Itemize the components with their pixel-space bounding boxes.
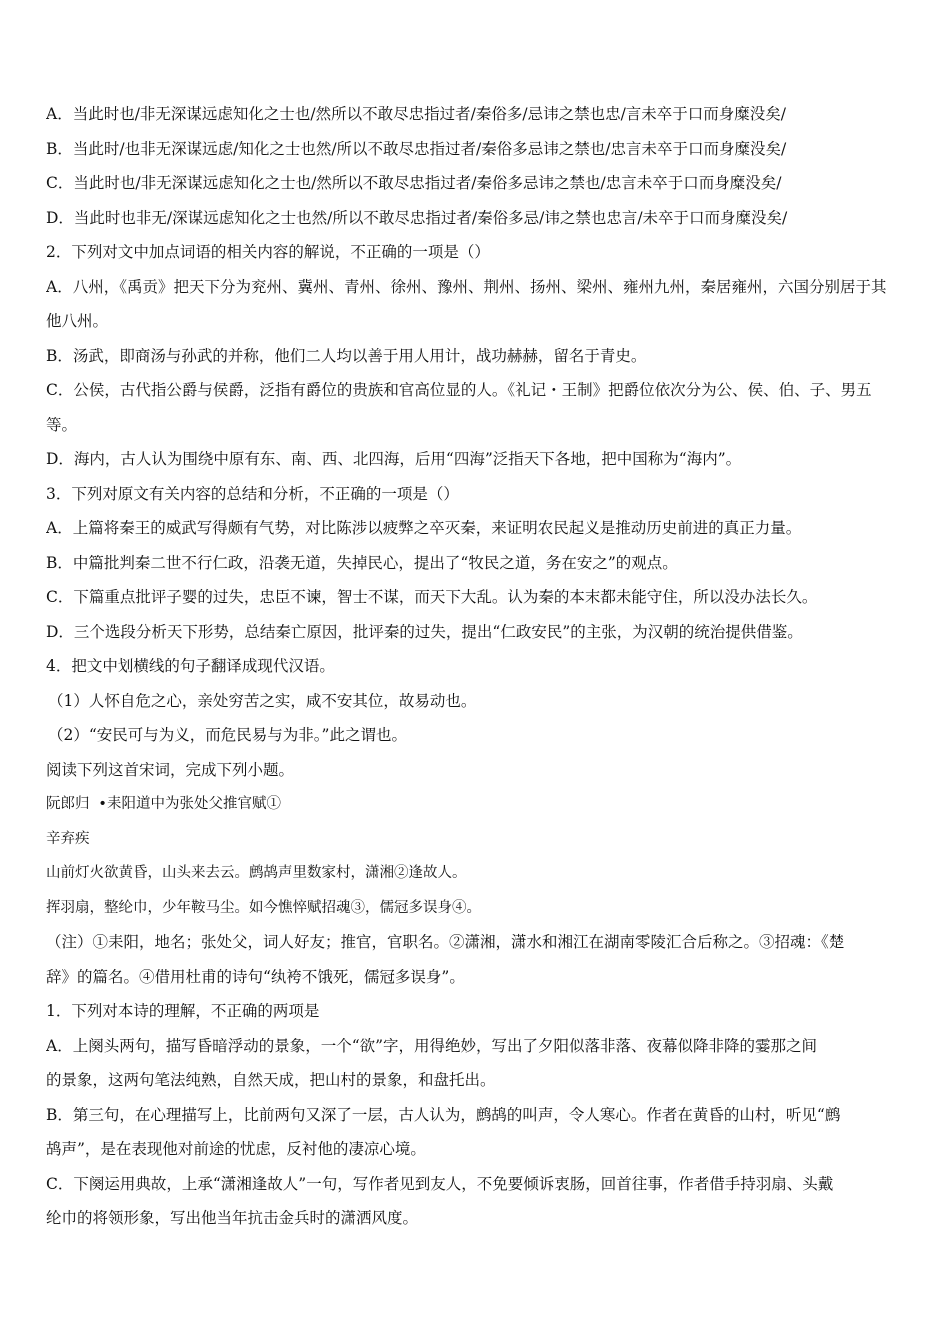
poem-line: 山前灯火欲黄昏，山头来去云。鹧鸪声里数家村，潇湘②逢故人。 [46, 865, 467, 881]
option-line: C．下阕运用典故，上承“潇湘逢故人”一句，写作者见到友人，不免要倾诉衷肠，回首往事，作者借手持羽扇、头戴 [46, 1174, 834, 1193]
option-line-continued: 的景象，这两句笔法纯熟，自然天成，把山村的景象，和盘托出。 [46, 1071, 496, 1089]
sentence-item: （2）“安民可与为义，而危民易与为非。”此之谓也。 [48, 726, 407, 744]
question-stem: 2．下列对文中加点词语的相关内容的解说，不正确的一项是（） [46, 243, 490, 261]
reading-instruction: 阅读下列这首宋词，完成下列小题。 [46, 760, 295, 779]
option-line: C．当此时也/非无深谋远虑知化之士也/然所以不敢尽忠指过者/秦俗多忌讳之禁也/忠言未卒于口而身糜没矣/ [46, 174, 782, 192]
option-line-continued: 他八州。 [46, 312, 109, 330]
option-line: D．当此时也非无/深谋远虑知化之士也然/所以不敢尽忠指过者/秦俗多忌/讳之禁也忠言/未卒于口而身糜没矣/ [46, 208, 788, 227]
option-line-continued: 等。 [46, 415, 78, 434]
option-line-continued: 鸪声”，是在表现他对前途的忧虑，反衬他的凄凉心境。 [46, 1140, 426, 1158]
option-line-continued: 纶巾的将领形象，写出他当年抗击金兵时的潇洒风度。 [46, 1209, 419, 1227]
option-line: A．当此时也/非无深谋远虑知化之士也/然所以不敢尽忠指过者/秦俗多/忌讳之禁也忠/言未卒于口而身糜没矣/ [46, 105, 787, 123]
option-line: A．八州，《禹贡》把天下分为兖州、冀州、青州、徐州、豫州、荆州、扬州、梁州、雍州九州，秦居雍州，六国分别居于其 [46, 277, 887, 296]
option-line: B．汤武，即商汤与孙武的并称，他们二人均以善于用人用计，战功赫赫，留名于青史。 [46, 346, 647, 365]
question-stem: 3．下列对原文有关内容的总结和分析，不正确的一项是（） [46, 484, 459, 503]
document-body [46, 97, 906, 1236]
option-line: B．当此时/也非无深谋远虑/知化之士也然/所以不敢尽忠指过者/秦俗多忌讳之禁也/忠言未卒于口而身糜没矣/ [46, 139, 787, 158]
option-line: B．中篇批判秦二世不行仁政，沿袭无道，失掉民心，提出了“牧民之道，务在安之”的观点。 [46, 553, 678, 572]
option-line: C．下篇重点批评子婴的过失，忠臣不谏，智士不谋，而天下大乱。认为秦的本末都未能守住，所以没办法长久。 [46, 588, 818, 606]
poem-author: 辛弃疾 [46, 830, 90, 847]
sentence-item: （1）人怀自危之心，亲处穷苦之实，咸不安其位，故易动也。 [48, 691, 477, 710]
poem-title: 阮郎归 •耒阳道中为张处父推官赋① [46, 796, 281, 812]
question-stem: 1．下列对本诗的理解，不正确的两项是 [46, 1002, 320, 1020]
option-line: A．上篇将秦王的威武写得颇有气势，对比陈涉以疲弊之卒灭秦，来证明农民起义是推动历史前进的真正力量。 [46, 519, 802, 537]
option-line: B．第三句，在心理描写上，比前两句又深了一层，古人认为，鹧鸪的叫声，令人寒心。作者在黄昏的山村，听见“鹧 [46, 1105, 841, 1124]
option-line: A．上阕头两句，描写昏暗浮动的景象，一个“欲”字，用得绝妙，写出了夕阳似落非落、夜幕似降非降的霎那之间 [46, 1036, 818, 1055]
option-line: C．公侯，古代指公爵与侯爵，泛指有爵位的贵族和官高位显的人。《礼记・王制》把爵位依次分为公、侯、伯、子、男五 [46, 381, 872, 399]
option-line: D．海内，古人认为围绕中原有东、南、西、北四海，后用“四海”泛指天下各地，把中国称为“海内”。 [46, 450, 742, 468]
poem-notes-continued: 辞》的篇名。④借用杜甫的诗句“纨袴不饿死，儒冠多误身”。 [46, 967, 465, 986]
poem-notes: （注）①耒阳，地名；张处父，词人好友；推官，官职名。②潇湘，潇水和湘江在湖南零陵汇合后称之。③招魂：《楚 [46, 933, 845, 951]
option-line: D．三个选段分析天下形势，总结秦亡原因，批评秦的过失，提出“仁政安民”的主张，为汉朝的统治提供借鉴。 [46, 622, 803, 641]
poem-line: 挥羽扇，整纶巾，少年鞍马尘。如今憔悴赋招魂③，儒冠多误身④。 [46, 899, 481, 916]
question-stem: 4．把文中划横线的句子翻译成现代汉语。 [46, 657, 335, 675]
